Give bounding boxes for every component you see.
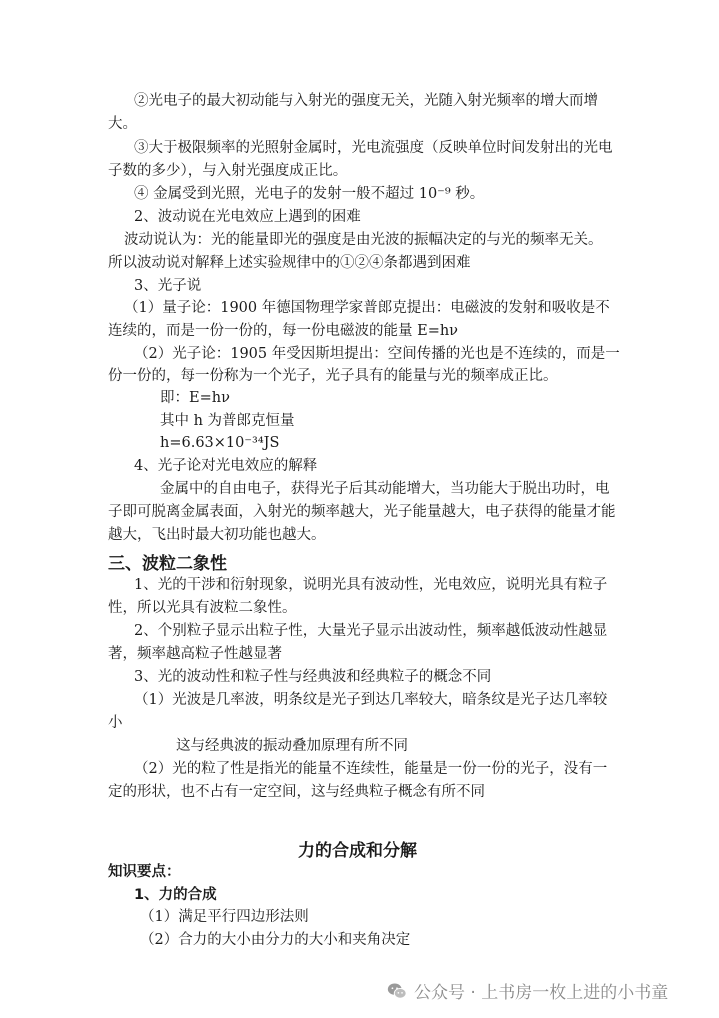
- text-line: 小: [108, 715, 123, 731]
- subsection-heading: 4、光子论对光电效应的解释: [134, 458, 318, 474]
- text-line: 著，频率越高粒子性越显著: [108, 646, 282, 662]
- text-line: 其中 h 为普郎克恒量: [160, 413, 295, 429]
- text-line: （1）量子论：1900 年德国物理学家普郎克提出：电磁波的发射和吸收是不: [124, 300, 610, 316]
- section-heading: 三、波粒二象性: [108, 554, 227, 574]
- text-line: 子数的多少），与入射光强度成正比。: [108, 163, 348, 179]
- text-line: 所以波动说对解释上述实验规律中的①②④条都遇到困难: [108, 255, 471, 271]
- watermark-text: 公众号 · 上书房一枚上进的小书童: [414, 983, 669, 1003]
- text-line: （2）光子论：1905 年受因斯坦提出：空间传播的光也是不连续的，而是一: [134, 346, 620, 362]
- text-line: 性，所以光具有波粒二象性。: [108, 600, 297, 616]
- text-line: 子即可脱离金属表面，入射光的频率越大，光子能量越大，电子获得的能量才能: [108, 504, 616, 520]
- text-line: （1）满足平行四边形法则: [140, 909, 309, 925]
- text-line: 1、光的干涉和衍射现象，说明光具有波动性，光电效应，说明光具有粒子: [134, 577, 608, 593]
- text-line: （1）光波是几率波，明条纹是光子到达几率较大，暗条纹是光子达几率较: [134, 692, 608, 708]
- document-title: 力的合成和分解: [298, 841, 417, 861]
- text-line: 2、个别粒子显示出粒子性，大量光子显示出波动性，频率越低波动性越显: [134, 623, 608, 639]
- text-line: 份一份的，每一份称为一个光子，光子具有的能量与光的频率成正比。: [108, 368, 558, 384]
- text-line: ③大于极限频率的光照射金属时，光电流强度（反映单位时间发射出的光电: [134, 140, 613, 156]
- subsection-heading: 1、力的合成: [134, 887, 217, 903]
- knowledge-heading: 知识要点：: [108, 864, 181, 880]
- text-line: 越大，飞出时最大初功能也越大。: [108, 527, 326, 543]
- text-line: 定的形状，也不占有一定空间，这与经典粒子概念有所不同: [108, 784, 485, 800]
- text-line: 大。: [108, 116, 137, 132]
- text-line: 3、光的波动性和粒子性与经典波和经典粒子的概念不同: [134, 669, 492, 685]
- text-line: ②光电子的最大初动能与入射光的强度无关，光随入射光频率的增大而增: [134, 93, 598, 109]
- text-line: （2）合力的大小由分力的大小和夹角决定: [140, 932, 411, 948]
- text-line: 这与经典波的振动叠加原理有所不同: [176, 738, 408, 754]
- formula-line: 即：E=hν: [160, 390, 230, 406]
- watermark: [386, 978, 668, 1003]
- text-line: （2）光的粒了性是指光的能量不连续性，能量是一份一份的光子，没有一: [134, 761, 608, 777]
- text-line: 波动说认为：光的能量即光的强度是由光波的振幅决定的与光的频率无关。: [124, 232, 603, 248]
- wechat-icon: [386, 980, 408, 1002]
- text-line: 金属中的自由电子，获得光子后其动能增大，当功能大于脱出功时，电: [160, 481, 610, 497]
- subsection-heading: 2、波动说在光电效应上遇到的困难: [134, 209, 361, 225]
- subsection-heading: 3、光子说: [134, 278, 202, 294]
- formula-line: h=6.63×10⁻³⁴JS: [160, 435, 280, 451]
- text-line: 连续的，而是一份一份的，每一份电磁波的能量 E=hν: [108, 323, 458, 339]
- text-line: ④ 金属受到光照，光电子的发射一般不超过 10⁻⁹ 秒。: [134, 186, 485, 202]
